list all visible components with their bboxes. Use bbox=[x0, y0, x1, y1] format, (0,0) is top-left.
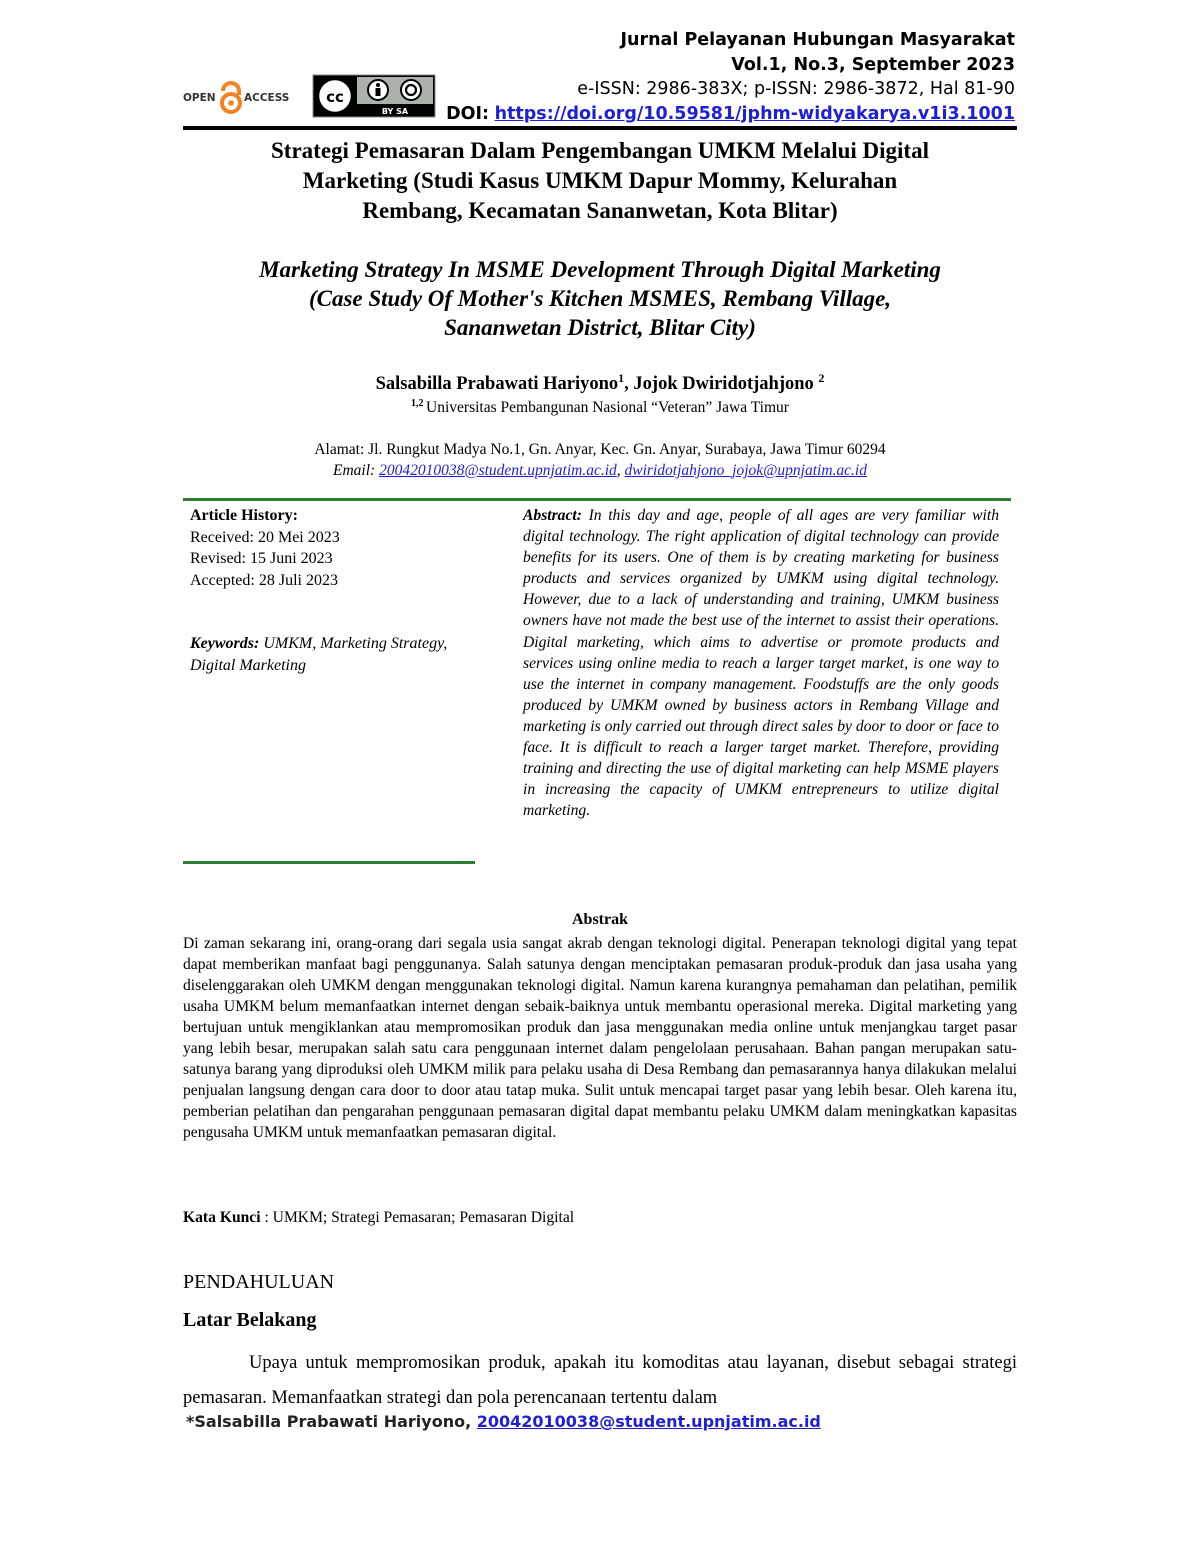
svg-text:cc: cc bbox=[326, 88, 344, 106]
section-heading: PENDAHULUAN bbox=[183, 1271, 335, 1293]
open-lock-icon bbox=[222, 83, 240, 112]
journal-doi bbox=[446, 102, 1015, 127]
revised-date: Revised: 15 Juni 2023 bbox=[190, 550, 333, 567]
article-history bbox=[190, 505, 340, 591]
subsection-heading: Latar Belakang bbox=[183, 1309, 317, 1331]
cc-badge-text: BY SA bbox=[381, 107, 409, 116]
doi-label: DOI: bbox=[446, 103, 490, 124]
title-english bbox=[183, 255, 1017, 342]
kata-kunci-label: Kata Kunci bbox=[183, 1209, 261, 1226]
author-1: Salsabilla Prabawati Hariyono bbox=[375, 374, 619, 395]
footnote-email-link[interactable]: 20042010038@student.upnjatim.ac.id bbox=[476, 1412, 821, 1431]
journal-volume: Vol.1, No.3, September 2023 bbox=[731, 54, 1015, 75]
abstrak-text: Di zaman sekarang ini, orang-orang dari segala usia sangat akrab dengan teknologi digital. Penerapan teknologi digital yang tepat dapat memberikan manfaat bagi penggunanya. Salah satunya dengan menciptakan pemasaran produk-produk dan jasa usaha yang diselenggarakan oleh UMKM dengan menggunakan teknologi digital. Namun karena kurangnya pemahaman dan pelatihan, pemilik usaha UMKM belum memanfaatkan internet dengan sebaik-baiknya untuk membantu operasional mereka. Digital marketing yang bertujuan untuk mengiklankan atau mempromosikan produk dan jasa menggunakan media online untuk menjangkau target pasar yang lebih besar, merupakan salah satu cara penggunaan internet dalam pengelolaan perusahaan. Bahan pangan merupakan satu-satunya barang yang diproduksi oleh UMKM milik para pelaku usaha di Desa Rembang dan pemasarannya hanya dilakukan melalui penjualan langsung dengan cara door to door atau tatap muka. Sulit untuk mencapai target pasar yang lebih besar. Oleh karena itu, pemberian pelatihan dan pengarahan penggunaan pemasaran digital dapat membantu pelaku UMKM dalam meningkatkan kapasitas pengusaha UMKM untuk memanfaatkan pemasaran digital. bbox=[183, 935, 1017, 1141]
footnote bbox=[186, 1412, 821, 1431]
title-indonesian bbox=[183, 136, 1017, 226]
keywords-text: UMKM, Marketing Strategy, Digital Marketing bbox=[190, 635, 448, 674]
author-separator: , bbox=[624, 374, 634, 395]
keywords bbox=[190, 633, 460, 676]
body-paragraph: Upaya untuk mempromosikan produk, apakah itu komoditas atau layanan, disebut sebagai strategi pemasaran. Memanfaatkan strategi dan pola perencanaan tertentu dalam bbox=[183, 1353, 1017, 1408]
accepted-date: Accepted: 28 Juli 2023 bbox=[190, 571, 338, 589]
journal-name: Jurnal Pelayanan Hubungan Masyarakat bbox=[620, 30, 1015, 50]
email-line bbox=[183, 462, 1017, 480]
title-id-line: Rembang, Kecamatan Sananwetan, Kota Blitar) bbox=[362, 198, 838, 223]
affiliation bbox=[183, 398, 1017, 417]
author-2: Jojok Dwiridotjahjono bbox=[633, 374, 819, 395]
title-en-line: (Case Study Of Mother's Kitchen MSMES, Rembang Village, bbox=[308, 286, 892, 311]
footnote-text: *Salsabilla Prabawati Hariyono, bbox=[186, 1412, 477, 1431]
sa-icon bbox=[401, 80, 421, 100]
affiliation-sup: 1,2 bbox=[411, 398, 427, 409]
email-separator: , bbox=[616, 462, 625, 479]
title-en-line: Sananwetan District, Blitar City) bbox=[444, 315, 756, 340]
abstract-english bbox=[523, 505, 999, 821]
journal-issn: e-ISSN: 2986-383X; p-ISSN: 2986-3872, Hal 81-90 bbox=[577, 79, 1015, 99]
journal-header bbox=[446, 28, 1015, 126]
title-en-line: Marketing Strategy In MSME Development Through Digital Marketing bbox=[259, 257, 941, 282]
title-id-line: Marketing (Studi Kasus UMKM Dapur Mommy, Kelurahan bbox=[302, 168, 898, 193]
received-date: Received: 20 Mei 2023 bbox=[190, 528, 340, 546]
doi-link[interactable]: https://doi.org/10.59581/jphm-widyakarya.v1i3.1001 bbox=[494, 103, 1015, 124]
keywords-label: Keywords: bbox=[190, 635, 260, 652]
cc-by-sa-badge bbox=[312, 74, 436, 118]
open-access-logo bbox=[183, 77, 303, 115]
green-rule-left bbox=[183, 861, 475, 864]
author-1-sup: 1 bbox=[618, 371, 625, 385]
by-icon bbox=[368, 80, 388, 100]
email-link-1[interactable]: 20042010038@student.upnjatim.ac.id bbox=[379, 462, 617, 479]
green-rule-top bbox=[183, 498, 1011, 501]
address: Alamat: Jl. Rungkut Madya No.1, Gn. Anyar, Kec. Gn. Anyar, Surabaya, Jawa Timur 60294 bbox=[314, 441, 886, 458]
email-link-2[interactable]: dwiridotjahjono_jojok@upnjatim.ac.id bbox=[624, 462, 867, 479]
cc-icon bbox=[318, 79, 352, 113]
header-rule bbox=[183, 126, 1017, 130]
title-id-line: Strategi Pemasaran Dalam Pengembangan UMKM Melalui Digital bbox=[271, 138, 929, 163]
kata-kunci bbox=[183, 1209, 574, 1227]
abstract-label: Abstract: bbox=[523, 507, 582, 524]
email-label: Email: bbox=[333, 462, 380, 479]
kata-kunci-text: : UMKM; Strategi Pemasaran; Pemasaran Digital bbox=[260, 1209, 575, 1226]
affiliation-text: Universitas Pembangunan Nasional “Veteran” Jawa Timur bbox=[426, 399, 789, 417]
author-list bbox=[183, 371, 1017, 395]
open-access-left-text: OPEN bbox=[183, 92, 216, 104]
author-2-sup: 2 bbox=[818, 371, 825, 385]
abstract-text: In this day and age, people of all ages are very familiar with digital technology. The right application of digital technology can provide benefits for its users. One of them is by creating marketing for business products and services organized by UMKM using digital technology. However, due to a lack of understanding and training, UMKM business owners have not made the best use of the internet to assist their operations. Digital marketing, which aims to advertise or promote products and services using online media to reach a larger target market, is one way to use the internet in company management. Foodstuffs are the only goods produced by UMKM owned by business actors in Rembang Village and marketing is only carried out through direct sales by door to door or face to face. It is difficult to reach a larger target market. Therefore, providing training and directing the use of digital marketing can help MSME players in increasing the capacity of UMKM entrepreneurs to utilize digital marketing. bbox=[523, 507, 999, 820]
abstrak-heading: Abstrak bbox=[571, 911, 628, 928]
article-history-heading: Article History: bbox=[190, 507, 298, 524]
open-access-right-text: ACCESS bbox=[244, 92, 290, 104]
